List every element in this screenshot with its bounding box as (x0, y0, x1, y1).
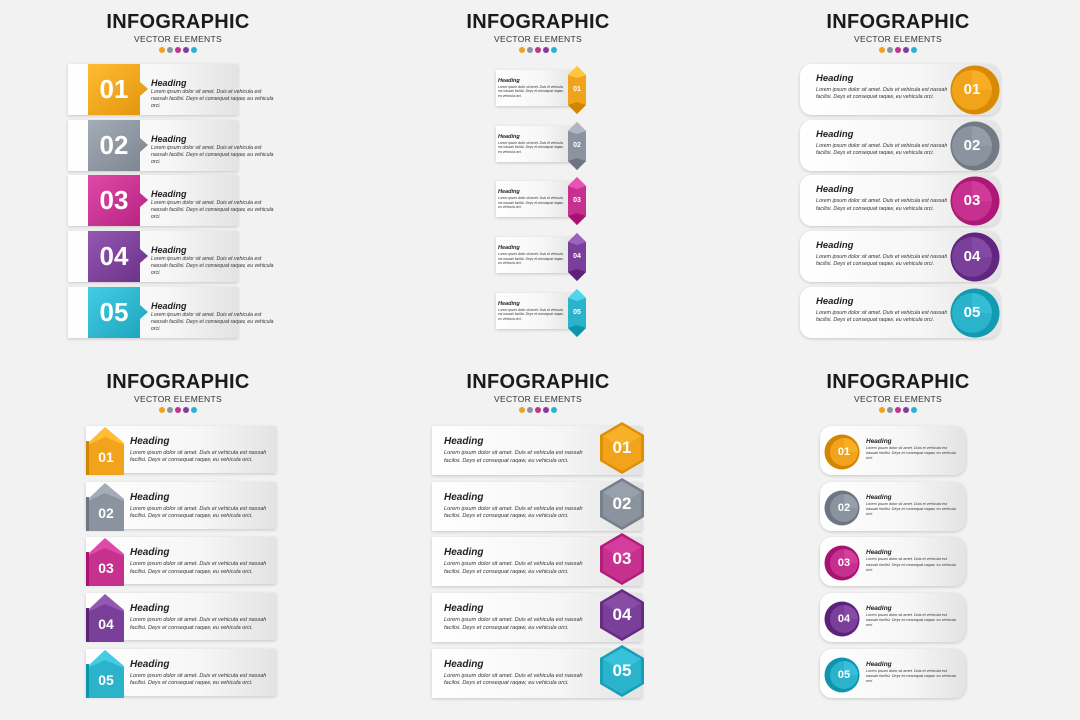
step-row (728, 64, 1068, 116)
step-row (368, 64, 708, 116)
step-row (8, 175, 348, 227)
step-number-badge (950, 232, 1000, 282)
step-number: 02 (612, 493, 632, 513)
panel-subtitle: VECTOR ELEMENTS (854, 394, 942, 404)
step-description: Lorem ipsum dolor sit amet. Duis et vehicula est nassah facilisi. Deys et consequat raqaw, eu vehicula orci. (866, 668, 956, 684)
step-row (368, 175, 708, 227)
step-heading: Heading (498, 133, 520, 140)
panel-header (728, 370, 1068, 413)
step-number: 03 (612, 549, 632, 569)
color-dot-1 (519, 47, 525, 53)
step-heading: Heading (866, 549, 892, 557)
step-description: Lorem ipsum dolor sit amet. Duis et vehicula est nassah facilisi. Deys et consequat raqaw, eu vehicula orci. (444, 617, 583, 631)
step-heading: Heading (866, 605, 892, 613)
step-description: Lorem ipsum dolor sit amet. Duis et vehicula est nassah facilisi. Deys et consequat raqaw, eu vehicula orci. (130, 505, 267, 520)
color-dot-5 (911, 407, 917, 413)
step-description: Lorem ipsum dolor sit amet. Duis et vehicula est nassah facilisi. Deys et consequat raqaw, eu vehicula orci. (498, 140, 564, 154)
color-dots (368, 407, 708, 413)
step-row (368, 231, 708, 283)
step-number: 03 (98, 560, 114, 577)
color-dot-4 (183, 407, 189, 413)
step-number: 03 (99, 185, 129, 216)
infographic-panel-2 (368, 0, 708, 350)
step-number: 02 (573, 141, 581, 149)
step-number: 02 (837, 501, 851, 514)
step-row (8, 591, 348, 643)
color-dot-1 (879, 407, 885, 413)
step-heading: Heading (866, 660, 892, 668)
step-heading: Heading (816, 295, 854, 307)
step-description: Lorem ipsum dolor sit amet. Duis et vehicula est nassah facilisi. Deys et consequat raqaw, eu vehicula orci. (151, 311, 274, 332)
step-row (368, 535, 708, 587)
step-row (8, 64, 348, 116)
color-dots (728, 47, 1068, 53)
step-row (368, 120, 708, 172)
step-number-badge (824, 601, 860, 637)
panel-title: INFOGRAPHIC (106, 11, 250, 33)
step-description: Lorem ipsum dolor sit amet. Duis et vehicula est nassah facilisi. Deys et consequat raqaw, eu vehicula orci. (498, 252, 564, 265)
step-description: Lorem ipsum dolor sit amet. Duis et vehicula est nassah facilisi. Deys et consequat raqaw, eu vehicula orci. (444, 672, 583, 687)
infographic-panel-5 (368, 360, 708, 710)
step-heading: Heading (816, 240, 854, 252)
step-number-badge (88, 175, 148, 226)
step-number: 03 (573, 197, 581, 205)
panel-subtitle: VECTOR ELEMENTS (854, 34, 942, 44)
step-description: Lorem ipsum dolor sit amet. Duis et vehicula est nassah facilisi. Deys et consequat raqaw, eu vehicula orci. (151, 200, 274, 221)
step-heading: Heading (130, 547, 170, 559)
step-row (728, 175, 1068, 227)
step-number-badge (86, 650, 124, 698)
step-number: 05 (837, 668, 851, 681)
step-number-badge (568, 66, 586, 114)
infographic-panel-1 (8, 0, 348, 350)
step-number: 01 (837, 446, 851, 458)
color-dot-3 (535, 407, 541, 413)
step-heading: Heading (130, 603, 170, 615)
step-number: 05 (963, 303, 981, 321)
panel-subtitle: VECTOR ELEMENTS (494, 394, 582, 404)
panel-subtitle: VECTOR ELEMENTS (134, 394, 222, 404)
step-heading: Heading (444, 436, 484, 447)
color-dots (728, 407, 1068, 413)
panel-header (728, 10, 1068, 53)
step-number-badge (86, 594, 124, 642)
step-number-badge (824, 490, 860, 526)
step-row (8, 480, 348, 532)
step-number-badge (950, 288, 1000, 338)
step-description: Lorem ipsum dolor sit amet. Duis et vehicula est nassah facilisi. Deys et consequat raqaw, eu vehicula orci. (130, 617, 267, 631)
step-number-badge (88, 64, 148, 115)
color-dot-3 (895, 407, 901, 413)
color-dot-2 (527, 47, 533, 53)
step-number-badge (86, 538, 124, 586)
step-number: 02 (99, 129, 129, 160)
color-dot-1 (159, 47, 165, 53)
step-description: Lorem ipsum dolor sit amet. Duis et vehicula est nassah facilisi. Deys et consequat raqaw, eu vehicula orci. (498, 196, 564, 210)
step-description: Lorem ipsum dolor sit amet. Duis et vehicula est nassah facilisi. Deys et consequat raqaw, eu vehicula orci. (444, 505, 583, 520)
step-description: Lorem ipsum dolor sit amet. Duis et vehicula est nassah facilisi. Deys et consequat raqaw, eu vehicula orci. (151, 89, 274, 110)
color-dots (368, 47, 708, 53)
color-dot-5 (911, 47, 917, 53)
color-dot-3 (175, 47, 181, 53)
step-number: 04 (612, 605, 632, 625)
step-number-badge (568, 122, 586, 170)
step-heading: Heading (151, 300, 187, 311)
step-description: Lorem ipsum dolor sit amet. Duis et vehicula est nassah facilisi. Deys et consequat raqaw, eu vehicula orci. (816, 309, 948, 323)
step-row (728, 120, 1068, 172)
step-heading: Heading (151, 133, 187, 144)
step-heading: Heading (498, 300, 520, 307)
infographic-panel-6 (728, 360, 1068, 710)
color-dot-2 (527, 407, 533, 413)
panel-header (8, 10, 348, 53)
step-row (8, 535, 348, 587)
step-heading: Heading (130, 436, 170, 447)
color-dots (8, 47, 348, 53)
color-dot-2 (887, 47, 893, 53)
step-row (728, 591, 1068, 643)
panel-title: INFOGRAPHIC (106, 371, 250, 393)
step-heading: Heading (816, 73, 854, 84)
step-description: Lorem ipsum dolor sit amet. Duis et vehicula est nassah facilisi. Deys et consequat raqaw, eu vehicula orci. (866, 613, 956, 628)
step-description: Lorem ipsum dolor sit amet. Duis et vehicula est nassah facilisi. Deys et consequat raqaw, eu vehicula orci. (130, 561, 267, 575)
step-number-badge (598, 644, 646, 698)
color-dot-4 (543, 407, 549, 413)
color-dot-5 (191, 47, 197, 53)
color-dot-1 (519, 407, 525, 413)
panel-title: INFOGRAPHIC (466, 11, 610, 33)
step-number: 04 (98, 616, 114, 633)
color-dot-2 (887, 407, 893, 413)
step-row (8, 120, 348, 172)
color-dot-4 (183, 47, 189, 53)
panel-title: INFOGRAPHIC (466, 371, 610, 393)
color-dot-5 (551, 47, 557, 53)
step-description: Lorem ipsum dolor sit amet. Duis et vehicula est nassah facilisi. Deys et consequat raqaw, eu vehicula orci. (498, 307, 564, 321)
step-row (728, 424, 1068, 476)
step-description: Lorem ipsum dolor sit amet. Duis et vehicula est nassah facilisi. Deys et consequat raqaw, eu vehicula orci. (151, 144, 274, 165)
step-number-badge (568, 289, 586, 337)
step-number: 03 (837, 557, 851, 570)
step-number: 01 (963, 81, 981, 98)
step-number: 05 (573, 308, 581, 316)
step-heading: Heading (444, 658, 484, 670)
step-number: 04 (99, 241, 129, 272)
step-heading: Heading (498, 189, 520, 196)
step-number: 02 (98, 504, 114, 521)
step-heading: Heading (866, 438, 892, 445)
step-number-badge (824, 545, 860, 581)
panel-header (368, 10, 708, 53)
step-row (368, 591, 708, 643)
step-description: Lorem ipsum dolor sit amet. Duis et vehicula est nassah facilisi. Deys et consequat raqaw, eu vehicula orci. (866, 557, 956, 572)
panel-subtitle: VECTOR ELEMENTS (494, 34, 582, 44)
step-number-badge (598, 477, 646, 531)
step-heading: Heading (498, 245, 520, 252)
step-number-badge (950, 176, 1000, 226)
color-dot-2 (167, 407, 173, 413)
step-number-badge (950, 121, 1000, 171)
step-row (8, 647, 348, 699)
step-heading: Heading (151, 78, 187, 88)
step-number-badge (598, 588, 646, 642)
step-number-badge (568, 177, 586, 225)
step-number: 02 (963, 136, 981, 154)
step-number: 04 (573, 253, 581, 261)
step-row (8, 231, 348, 283)
step-row (368, 480, 708, 532)
step-description: Lorem ipsum dolor sit amet. Duis et vehicula est nassah facilisi. Deys et consequat raqaw, eu vehicula orci. (816, 87, 948, 101)
color-dot-5 (551, 407, 557, 413)
panel-subtitle: VECTOR ELEMENTS (134, 34, 222, 44)
step-description: Lorem ipsum dolor sit amet. Duis et vehicula est nassah facilisi. Deys et consequat raqaw, eu vehicula orci. (816, 254, 948, 268)
step-number: 05 (98, 671, 114, 688)
step-heading: Heading (444, 603, 484, 615)
panel-header (8, 370, 348, 413)
step-heading: Heading (816, 128, 854, 140)
step-number-badge (598, 421, 646, 475)
step-heading: Heading (444, 547, 484, 559)
step-heading: Heading (151, 245, 187, 256)
step-heading: Heading (130, 658, 170, 670)
step-heading: Heading (151, 189, 187, 200)
step-description: Lorem ipsum dolor sit amet. Duis et vehicula est nassah facilisi. Deys et consequat raqaw, eu vehicula orci. (816, 198, 948, 212)
step-number-badge (824, 657, 860, 693)
step-description: Lorem ipsum dolor sit amet. Duis et vehicula est nassah facilisi. Deys et consequat raqaw, eu vehicula orci. (866, 501, 956, 516)
color-dot-3 (535, 47, 541, 53)
step-row (728, 535, 1068, 587)
color-dot-5 (191, 407, 197, 413)
step-number-badge (950, 65, 1000, 115)
step-number-badge (86, 483, 124, 531)
infographic-panel-4 (8, 360, 348, 710)
step-heading: Heading (444, 491, 484, 503)
step-number-badge (88, 287, 148, 338)
step-number-badge (88, 120, 148, 171)
step-number: 04 (837, 613, 851, 626)
step-number-badge (568, 233, 586, 281)
panel-title: INFOGRAPHIC (826, 11, 970, 33)
step-number-badge (598, 532, 646, 586)
color-dot-3 (175, 407, 181, 413)
infographic-panel-3 (728, 0, 1068, 350)
step-number: 01 (612, 438, 632, 457)
step-row (8, 424, 348, 476)
step-number: 01 (573, 86, 581, 93)
step-number: 05 (99, 296, 129, 327)
step-heading: Heading (130, 491, 170, 503)
step-description: Lorem ipsum dolor sit amet. Duis et vehicula est nassah facilisi. Deys et consequat raqaw, eu vehicula orci. (444, 450, 583, 464)
panel-title: INFOGRAPHIC (826, 371, 970, 393)
step-description: Lorem ipsum dolor sit amet. Duis et vehicula est nassah facilisi. Deys et consequat raqaw, eu vehicula orci. (444, 561, 583, 575)
step-row (368, 424, 708, 476)
step-description: Lorem ipsum dolor sit amet. Duis et vehicula est nassah facilisi. Deys et consequat raqaw, eu vehicula orci. (130, 450, 267, 464)
panel-header (368, 370, 708, 413)
step-number: 05 (612, 660, 632, 680)
step-number: 01 (99, 74, 129, 104)
step-number-badge (824, 434, 860, 470)
step-heading: Heading (866, 493, 892, 501)
color-dots (8, 407, 348, 413)
color-dot-4 (903, 47, 909, 53)
step-heading: Heading (816, 184, 854, 196)
color-dot-4 (903, 407, 909, 413)
step-description: Lorem ipsum dolor sit amet. Duis et vehicula est nassah facilisi. Deys et consequat raqaw, eu vehicula orci. (816, 142, 948, 156)
step-row (728, 287, 1068, 339)
step-description: Lorem ipsum dolor sit amet. Duis et vehicula est nassah facilisi. Deys et consequat raqaw, eu vehicula orci. (130, 672, 267, 687)
color-dot-2 (167, 47, 173, 53)
step-description: Lorem ipsum dolor sit amet. Duis et vehicula est nassah facilisi. Deys et consequat raqaw, eu vehicula orci. (866, 446, 956, 461)
step-number: 03 (963, 192, 981, 210)
step-row (8, 287, 348, 339)
step-description: Lorem ipsum dolor sit amet. Duis et vehicula est nassah facilisi. Deys et consequat raqaw, eu vehicula orci. (151, 256, 274, 277)
step-row (368, 647, 708, 699)
color-dot-3 (895, 47, 901, 53)
step-number: 04 (963, 248, 981, 266)
step-row (728, 480, 1068, 532)
color-dot-1 (159, 407, 165, 413)
step-heading: Heading (498, 78, 520, 84)
color-dot-1 (879, 47, 885, 53)
step-row (728, 231, 1068, 283)
step-row (728, 647, 1068, 699)
color-dot-4 (543, 47, 549, 53)
step-row (368, 287, 708, 339)
step-number: 01 (98, 449, 114, 465)
step-number-badge (86, 427, 124, 475)
step-description: Lorem ipsum dolor sit amet. Duis et vehicula est nassah facilisi. Deys et consequat raqaw, eu vehicula orci. (498, 85, 564, 98)
step-number-badge (88, 231, 148, 282)
